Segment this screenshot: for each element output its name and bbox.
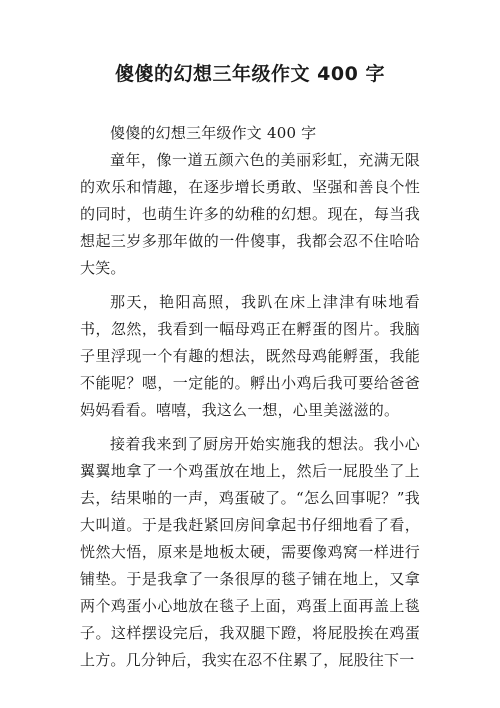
paragraph-2: 那天，艳阳高照，我趴在床上津津有味地看书，忽然，我看到一幅母鸡正在孵蛋的图片。我脑子里浮现一个有趣的想法，既然母鸡能孵蛋，我能不能呢？嗯，一定能的。孵出小鸡后我可要给爸爸妈妈看看。嘻嘻，我这么一想，心里美滋滋的。 [80, 293, 420, 419]
document-title: 傻傻的幻想三年级作文 400 字 [115, 63, 385, 85]
document-body [80, 120, 420, 681]
paragraph-1: 童年，像一道五颜六色的美丽彩虹，充满无限的欢乐和情趣，在逐步增长勇敢、坚强和善良个性的同时，也萌生许多的幼稚的幻想。现在，每当我想起三岁多那年做的一件傻事，我都会忍不住哈哈大笑。 [80, 151, 420, 277]
document-subtitle: 傻傻的幻想三年级作文 400 字 [110, 124, 317, 142]
paragraph-3: 接着我来到了厨房开始实施我的想法。我小心翼翼地拿了一个鸡蛋放在地上，然后一屁股坐了上去，结果啪的一声，鸡蛋破了。“怎么回事呢？”我大叫道。于是我赶紧回房间拿起书仔细地看了看，恍然大悟，原来是地板太硬，需要像鸡窝一样进行铺垫。于是我拿了一条很厚的毯子铺在地上，又拿两个鸡蛋小心地放在毯子上面，鸡蛋上面再盖上毯子。这样摆设完后，我双腿下蹬，将屁股挨在鸡蛋上方。几分钟后，我实在忍不住累了，屁股往下一 [80, 435, 420, 669]
